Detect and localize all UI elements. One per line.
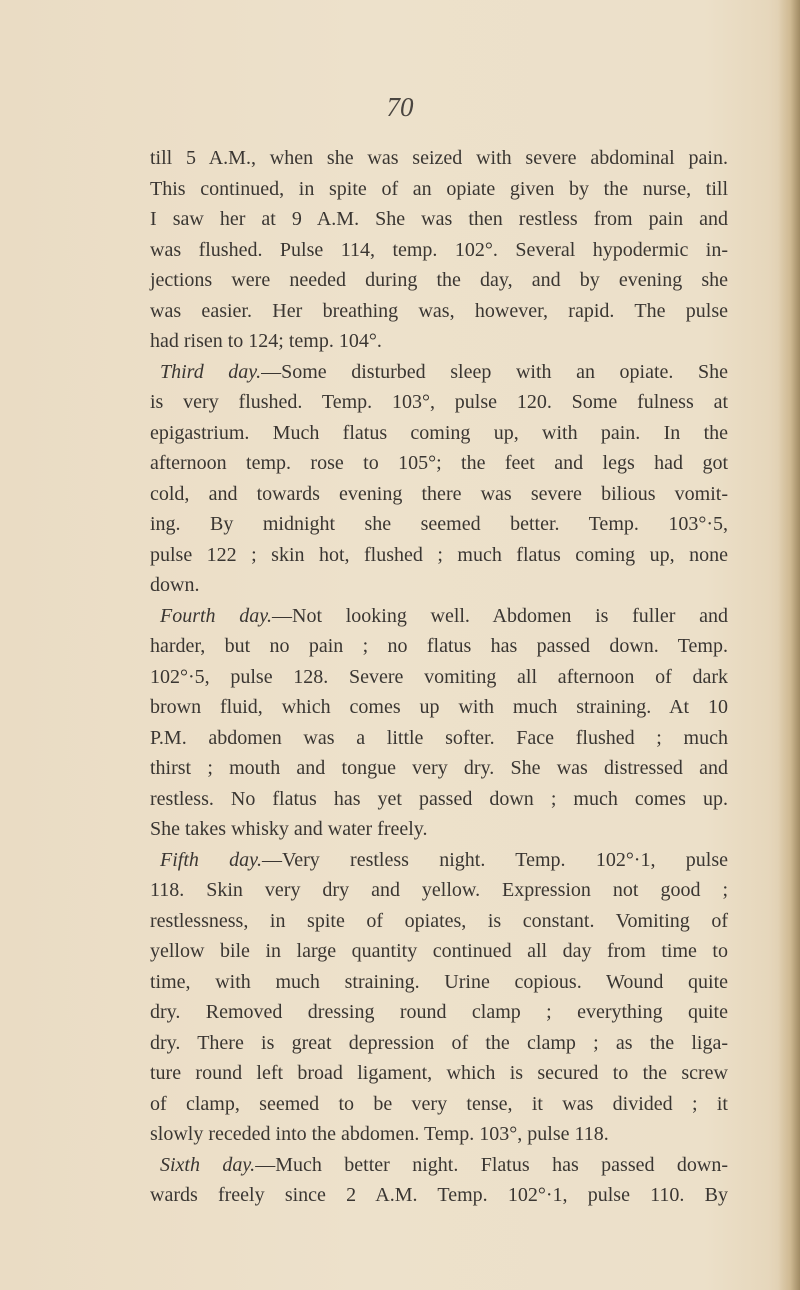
text-fragment: —Much better night. Flatus has passed down- [255, 1153, 728, 1176]
text-line: cold, and towards evening there was severe bilious vomit- [150, 482, 728, 505]
paragraph-first-line [150, 601, 728, 632]
text-line: epigastrium. Much flatus coming up, with pain. In the [150, 421, 728, 444]
text-line: slowly receded into the abdomen. Temp. 103°, pulse 118. [150, 1123, 609, 1145]
text-line: afternoon temp. rose to 105°; the feet and legs had got [150, 452, 728, 474]
day-heading: Fourth day. [160, 604, 273, 627]
paragraph-first-line [150, 1150, 728, 1181]
text-line: pulse 122 ; skin hot, flushed ; much flatus coming up, none [150, 543, 728, 566]
text-line: She takes whisky and water freely. [150, 818, 428, 840]
text-line: harder, but no pain ; no flatus has passed down. Temp. [150, 635, 728, 657]
day-heading: Fifth day. [160, 848, 262, 871]
text-line: This continued, in spite of an opiate given by the nurse, till [150, 177, 728, 200]
text-line: I saw her at 9 A.M. She was then restless from pain and [150, 208, 728, 230]
text-line: time, with much straining. Urine copious. Wound quite [150, 970, 728, 993]
body-text [150, 143, 728, 1211]
text-line: ing. By midnight she seemed better. Temp. 103°·5, [150, 513, 728, 535]
text-line: yellow bile in large quantity continued all day from time to [150, 940, 728, 962]
text-line: jections were needed during the day, and by evening she [150, 269, 728, 291]
text-line: ture round left broad ligament, which is secured to the screw [150, 1062, 728, 1084]
paragraph-first-line [150, 845, 728, 876]
text-line: was easier. Her breathing was, however, rapid. The pulse [150, 299, 728, 322]
text-line: brown fluid, which comes up with much straining. At 10 [150, 696, 728, 718]
text-line: 118. Skin very dry and yellow. Expression not good ; [150, 879, 728, 901]
text-line: restless. No flatus has yet passed down ; much comes up. [150, 787, 728, 810]
text-line: had risen to 124; temp. 104°. [150, 330, 382, 352]
text-line: wards freely since 2 A.M. Temp. 102°·1, pulse 110. By [150, 1184, 728, 1206]
text-line: of clamp, seemed to be very tense, it was divided ; it [150, 1092, 728, 1115]
text-line: 102°·5, pulse 128. Severe vomiting all afternoon of dark [150, 665, 728, 688]
text-fragment: —Not looking well. Abdomen is fuller and [272, 604, 728, 627]
text-line: dry. Removed dressing round clamp ; everything quite [150, 1001, 728, 1023]
paragraph-first-line [150, 357, 728, 388]
text-line: down. [150, 574, 200, 596]
day-heading: Third day. [160, 360, 262, 383]
text-line: was flushed. Pulse 114, temp. 102°. Several hypodermic in- [150, 238, 728, 261]
day-heading: Sixth day. [160, 1153, 256, 1176]
text-fragment: —Some disturbed sleep with an opiate. She [261, 360, 729, 383]
text-line: till 5 A.M., when she was seized with severe abdominal pain. [150, 147, 728, 169]
page-number: 70 [386, 92, 414, 122]
text-line: is very flushed. Temp. 103°, pulse 120. Some fulness at [150, 391, 728, 413]
text-fragment: —Very restless night. Temp. 102°·1, pulse [261, 848, 728, 871]
page-edge-shadow [778, 0, 800, 1290]
text-line: P.M. abdomen was a little softer. Face flushed ; much [150, 726, 728, 749]
text-line: thirst ; mouth and tongue very dry. She was distressed and [150, 757, 728, 779]
text-line: restlessness, in spite of opiates, is constant. Vomiting of [150, 909, 728, 932]
text-line: dry. There is great depression of the clamp ; as the liga- [150, 1031, 728, 1054]
